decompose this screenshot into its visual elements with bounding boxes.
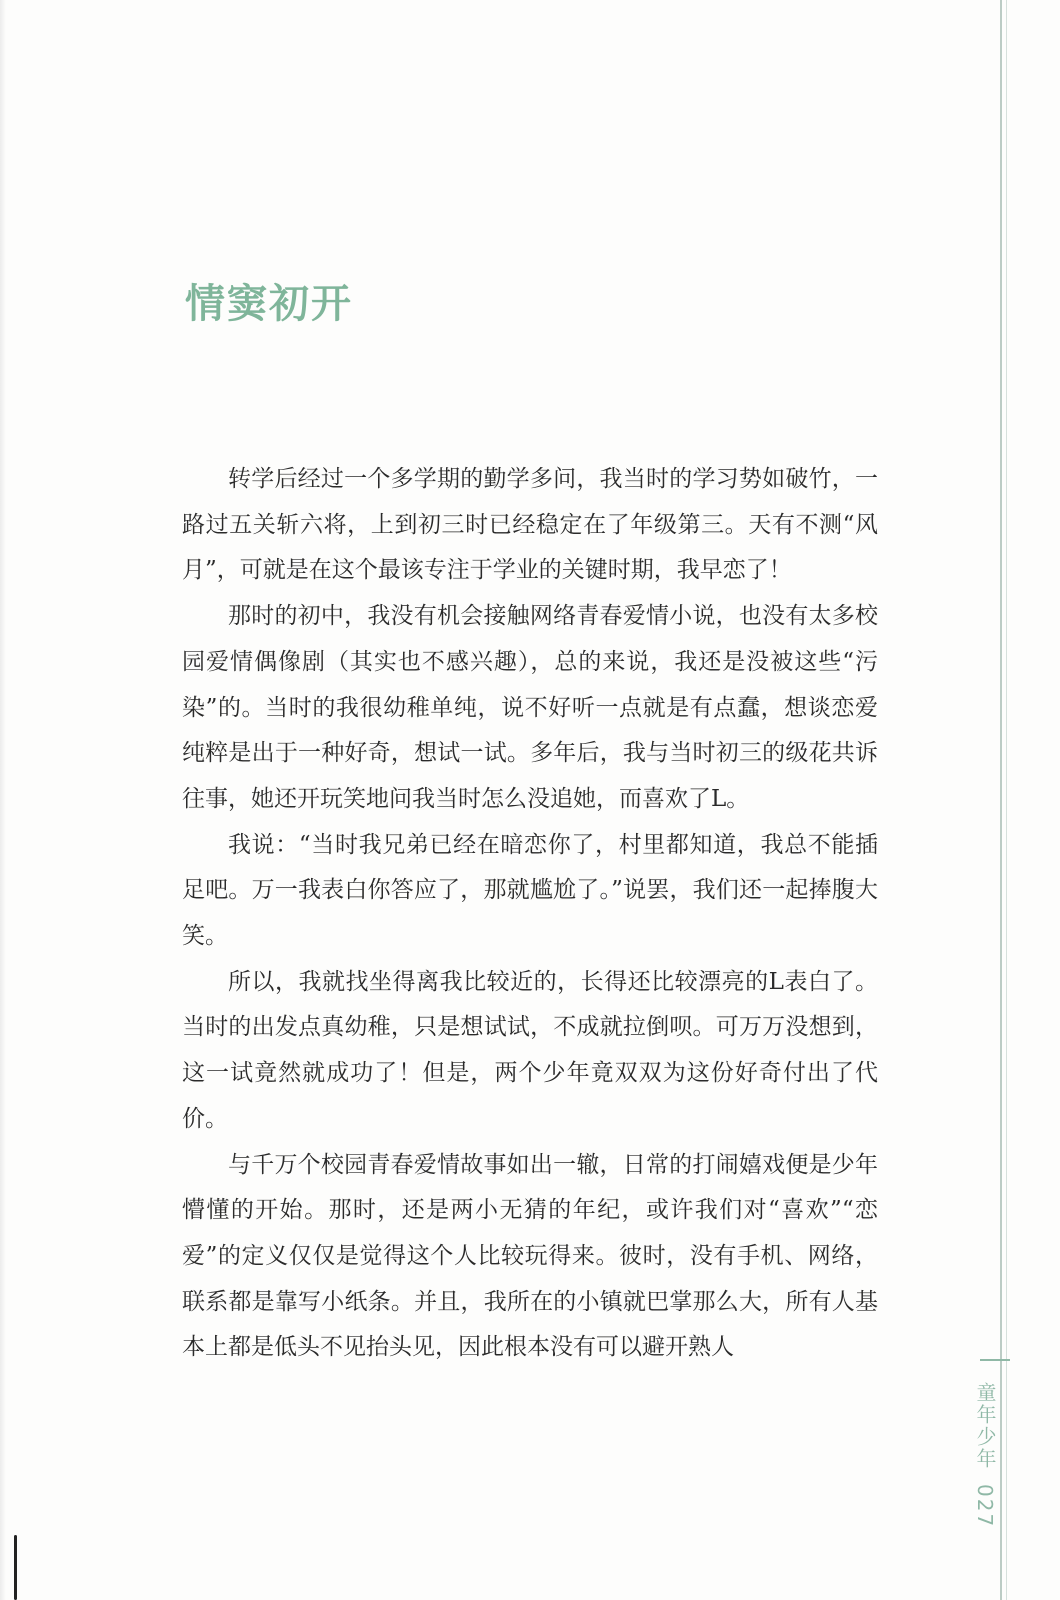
running-head-rule xyxy=(980,1359,1010,1361)
page-gutter-shadow xyxy=(0,0,6,1600)
page-number: 027 xyxy=(973,1484,997,1529)
paragraph: 转学后经过一个多学期的勤学多问，我当时的学习势如破竹，一路过五关斩六将，上到初三时已经稳定在了年级第三。天有不测“风月”，可就是在这个最该专注于学业的关键时期，我早恋了！ xyxy=(182,466,878,584)
body-text xyxy=(182,457,878,1371)
paragraph: 与千万个校园青春爱情故事如出一辙，日常的打闹嬉戏便是少年懵懂的开始。那时，还是两小无猜的年纪，或许我们对“喜欢”“恋爱”的定义仅仅是觉得这个人比较玩得来。彼时，没有手机、网络，联系都是靠写小纸条。并且，我所在的小镇就巴掌那么大，所有人基本上都是低头不见抬头见，因此根本没有可以避开熟人 xyxy=(182,1151,878,1361)
running-head-section: 童年少年 xyxy=(973,1382,997,1470)
paragraph: 那时的初中，我没有机会接触网络青春爱情小说，也没有太多校园爱情偶像剧（其实也不感兴趣），总的来说，我还是没被这些“污染”的。当时的我很幼稚单纯，说不好听一点就是有点蠢，想谈恋爱纯粹是出于一种好奇，想试一试。多年后，我与当时初三的级花共诉往事，她还开玩笑地问我当时怎么没追她，而喜欢了L。 xyxy=(182,603,878,812)
running-head xyxy=(970,1382,1000,1528)
chapter-title: 情窦初开 xyxy=(185,280,353,327)
paragraph: 所以，我就找坐得离我比较近的，长得还比较漂亮的L表白了。当时的出发点真幼稚，只是想试试，不成就拉倒呗。可万万没想到，这一试竟然就成功了！但是，两个少年竟双双为这份好奇付出了代价。 xyxy=(182,968,878,1132)
scan-mark xyxy=(14,1535,17,1600)
paragraph: 我说：“当时我兄弟已经在暗恋你了，村里都知道，我总不能插足吧。万一我表白你答应了，那就尴尬了。”说罢，我们还一起捧腹大笑。 xyxy=(182,831,878,950)
